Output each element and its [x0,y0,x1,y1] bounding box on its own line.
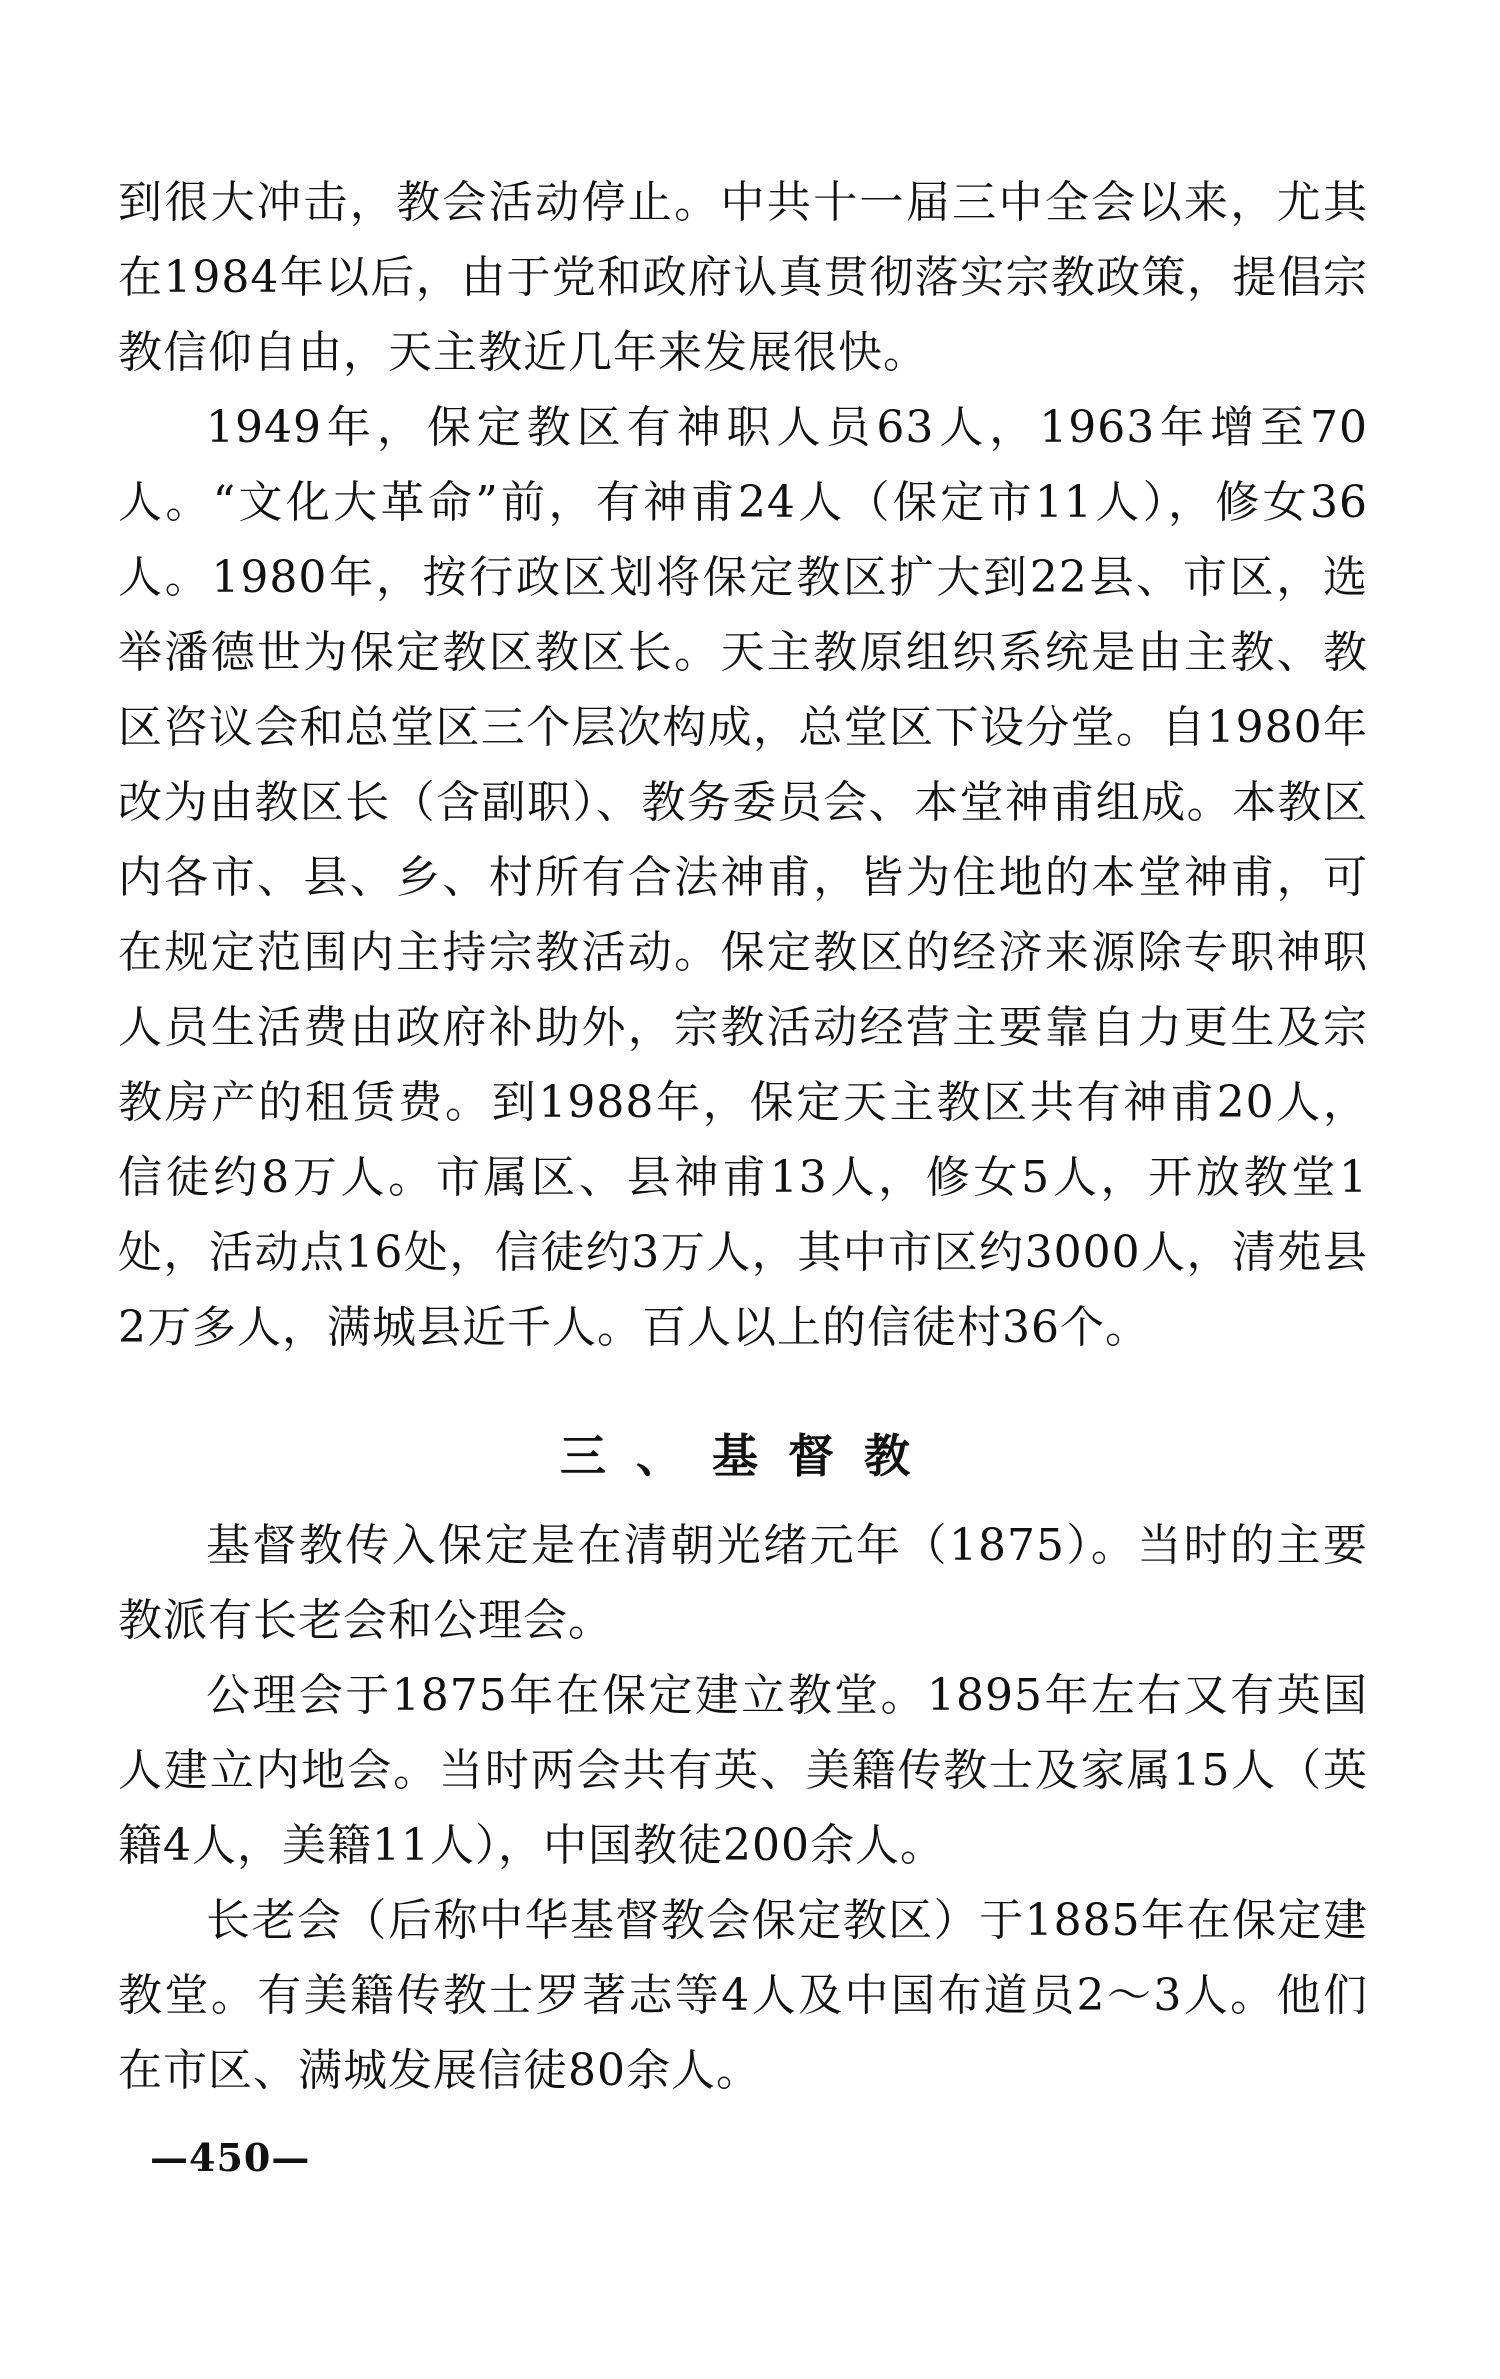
christian-section [118,1508,1368,2108]
page-number: —450— [150,2135,311,2180]
paragraph-catholic-intro-continued: 到很大冲击，教会活动停止。中共十一届三中全会以来，尤其在1984年以后，由于党和政府认真贯彻落实宗教政策，提倡宗教信仰自由，天主教近几年来发展很快。 [118,177,1368,378]
paragraph-congregational-church: 公理会于1875年在保定建立教堂。1895年左右又有英国人建立内地会。当时两会共有英、美籍传教士及家属15人（英籍4人，美籍11人），中国教徒200余人。 [118,1670,1368,1871]
paragraph-christianity-arrival: 基督教传入保定是在清朝光绪元年（1875）。当时的主要教派有长老会和公理会。 [118,1520,1368,1646]
paragraph-presbyterian-church: 长老会（后称中华基督教会保定教区）于1885年在保定建教堂。有美籍传教士罗著志等4人及中国布道员2～3人。他们在市区、满城发展信徒80余人。 [118,1895,1368,2096]
catholic-section [118,165,1368,1365]
paragraph-catholic-statistics: 1949年，保定教区有神职人员63人，1963年增至70人。“文化大革命”前，有神甫24人（保定市11人），修女36人。1980年，按行政区划将保定教区扩大到22县、市区，选举潘德世为保定教区教区长。天主教原组织系统是由主教、教区咨议会和总堂区三个层次构成，总堂区下设分堂。自1980年改为由教区长（含副职）、教务委员会、本堂神甫组成。本教区内各市、县、乡、村所有合法神甫，皆为住地的本堂神甫，可在规定范围内主持宗教活动。保定教区的经济来源除专职神职人员生活费由政府补助外，宗教活动经营主要靠自力更生及宗教房产的租赁费。到1988年，保定天主教区共有神甫20人，信徒约8万人。市属区、县神甫13人，修女5人，开放教堂1处，活动点16处，信徒约3万人，其中市区约3000人，清苑县2万多人，满城县近千人。百人以上的信徒村36个。 [118,402,1368,1353]
section-heading-christianity: 三、基督教 [560,1429,940,1483]
